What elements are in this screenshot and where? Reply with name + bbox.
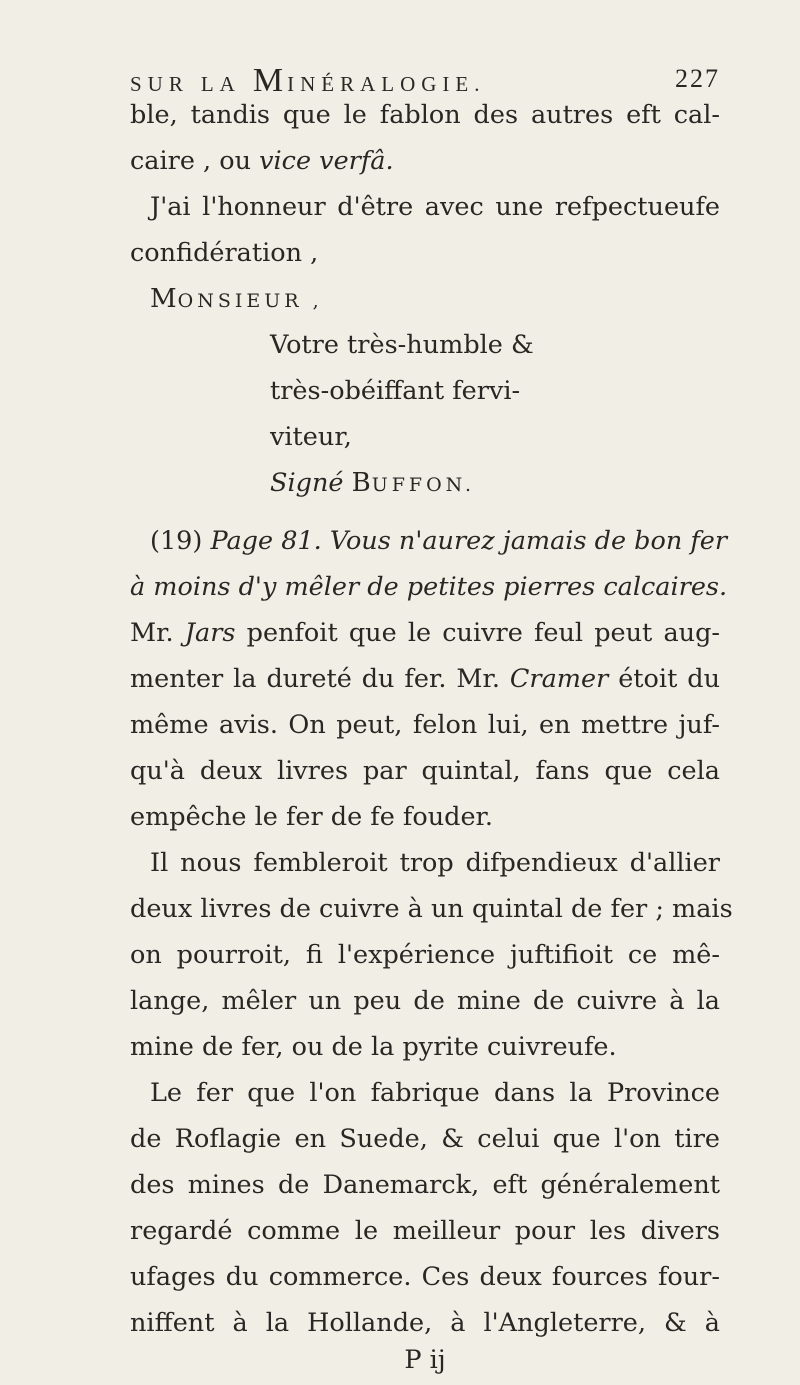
text-line: confidération ,: [130, 238, 319, 268]
name-jars: Jars: [184, 618, 236, 648]
signe-word: Signé: [270, 468, 344, 498]
text-line: empêche le fer de fe fouder.: [130, 802, 494, 832]
note-number: (19): [150, 526, 203, 556]
text-line: on pourroit, fi l'expérience juftifioit ce mê-: [130, 940, 720, 970]
text-line: deux livres de cuivre à un quintal de fer ; mais: [130, 894, 733, 924]
signature-line: [130, 460, 720, 506]
buffon-initial: B: [351, 468, 372, 498]
text-fragment: menter la dureté du fer. Mr.: [130, 664, 500, 694]
running-head-m: M: [252, 62, 288, 99]
vice-versa: vice verfâ.: [259, 146, 394, 176]
text-fragment: caire , ou: [130, 146, 252, 176]
running-head-rest: INÉRALOGIE.: [287, 72, 486, 96]
closing-line: viteur,: [270, 422, 352, 452]
closing-line: Votre très-humble &: [270, 330, 534, 360]
salutation: [130, 276, 720, 322]
text-line: J'ai l'honneur d'être avec une refpectueufe: [150, 192, 720, 222]
running-head-la: LA: [200, 72, 241, 96]
text-line: des mines de Danemarck, eft généralement: [130, 1170, 720, 1200]
text-line: Le fer que l'on fabrique dans la Province: [150, 1078, 720, 1108]
note-page: Page 81.: [210, 526, 322, 556]
text-fragment: penfoit que le cuivre feul peut aug-: [246, 618, 721, 648]
text-line: ufages du commerce. Ces deux fources four-: [130, 1262, 720, 1292]
text-line: Il nous fembleroit trop difpendieux d'allier: [150, 848, 720, 878]
buffon-rest: UFFON.: [371, 474, 476, 496]
note-quote: Vous n'aurez jamais de bon fer: [329, 526, 728, 556]
text-line: [130, 656, 720, 702]
closing-line: très-obéiffant fervi-: [270, 376, 521, 406]
note-line: [130, 518, 728, 564]
page-number: 227: [675, 64, 720, 93]
text-line: niffent à la Hollande, à l'Angleterre, & à: [130, 1308, 720, 1338]
text-fragment: étoit du: [618, 664, 720, 694]
text-line: regardé comme le meilleur pour les divers: [130, 1216, 720, 1246]
name-cramer: Cramer: [509, 664, 609, 694]
salutation-rest: ONSIEUR ,: [177, 290, 323, 312]
text-line: [130, 138, 720, 184]
signature-mark: P ij: [404, 1345, 446, 1375]
running-head-sur: SUR: [130, 72, 189, 96]
text-line: lange, mêler un peu de mine de cuivre à la: [130, 986, 720, 1016]
text-line: [130, 610, 720, 656]
text-line: de Roflagie en Suede, & celui que l'on tire: [130, 1124, 720, 1154]
text-line: mine de fer, ou de la pyrite cuivreufe.: [130, 1032, 617, 1062]
salutation-initial: M: [150, 284, 178, 314]
text-line: même avis. On peut, felon lui, en mettre juf-: [130, 710, 720, 740]
text-line: ble, tandis que le fablon des autres eft cal-: [130, 100, 720, 130]
note-line: à moins d'y mêler de petites pierres calcaires.: [130, 572, 728, 602]
text-line: qu'à deux livres par quintal, fans que cela: [130, 756, 720, 786]
text-fragment: Mr.: [130, 618, 174, 648]
